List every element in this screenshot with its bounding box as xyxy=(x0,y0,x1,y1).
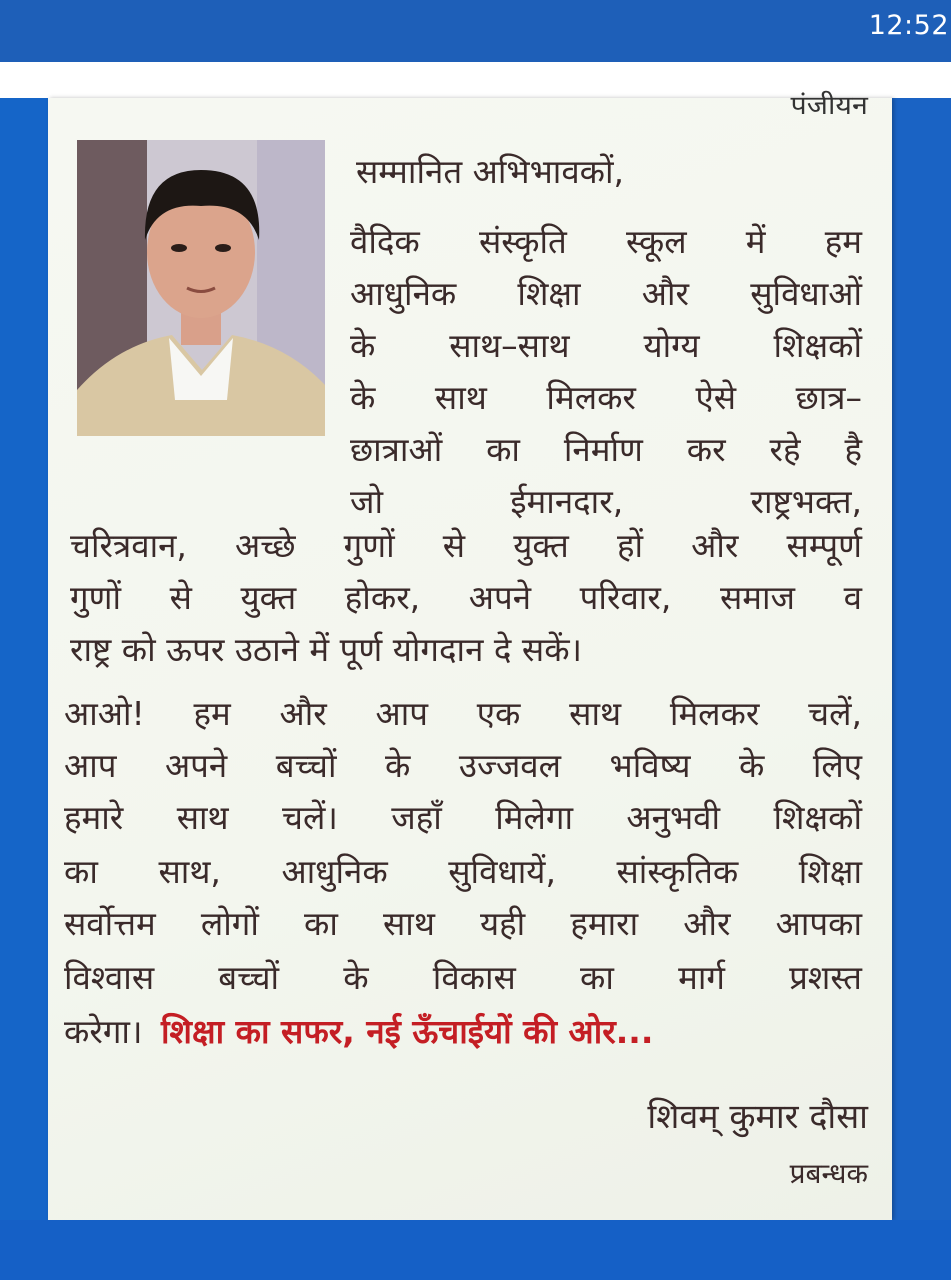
para2-line-2: आप अपने बच्चों के उज्जवल भविष्य के लिए xyxy=(64,746,862,785)
para2-line-5: सर्वोत्तम लोगों का साथ यही हमारा और आपका xyxy=(64,904,862,943)
bottom-band xyxy=(0,1220,951,1280)
para1-line-3: के साथ–साथ योग्य शिक्षकों xyxy=(350,326,862,365)
para1-line-9: राष्ट्र को ऊपर उठाने में पूर्ण योगदान दे सकें। xyxy=(70,630,583,669)
para2-line-3: हमारे साथ चलें। जहाँ मिलेगा अनुभवी शिक्षकों xyxy=(64,798,862,837)
person-photo xyxy=(77,140,325,436)
para2-line-6: विश्वास बच्चों के विकास का मार्ग प्रशस्त xyxy=(64,958,862,997)
signature-name: शिवम् कुमार दौसा xyxy=(647,1097,868,1137)
status-clock: 12:52 xyxy=(868,10,949,41)
signature-title: प्रबन्धक xyxy=(789,1157,868,1190)
para1-line-6: जो ईमानदार, राष्ट्रभक्त, xyxy=(350,482,862,521)
para1-line-5: छात्राओं का निर्माण कर रहे है xyxy=(350,430,862,469)
salutation: सम्मानित अभिभावकों, xyxy=(356,152,625,191)
para1-line-8: गुणों से युक्त होकर, अपने परिवार, समाज व xyxy=(70,578,862,617)
para2-line-4: का साथ, आधुनिक सुविधायें, सांस्कृतिक शिक्षा xyxy=(64,852,862,891)
person-photo-icon xyxy=(77,140,325,436)
para2-last-line xyxy=(64,1008,653,1053)
letter-page xyxy=(48,91,892,1220)
para1-line-7: चरित्रवान, अच्छे गुणों से युक्त हों और सम्पूर्ण xyxy=(70,526,862,565)
para1-line-2: आधुनिक शिक्षा और सुविधाओं xyxy=(350,274,862,313)
status-bar xyxy=(0,0,951,62)
para2-line-1: आओ! हम और आप एक साथ मिलकर चलें, xyxy=(64,694,862,733)
para1-line-1: वैदिक संस्कृति स्कूल में हम xyxy=(350,222,862,261)
para1-line-4: के साथ मिलकर ऐसे छात्र– xyxy=(350,378,862,417)
slogan: शिक्षा का सफर, नई ऊँचाईयों की ओर... xyxy=(160,1012,654,1051)
para2-last-word: करेगा। xyxy=(64,1012,143,1051)
background-edge xyxy=(892,98,951,1220)
cut-header-text: पंजीयन xyxy=(790,91,868,121)
